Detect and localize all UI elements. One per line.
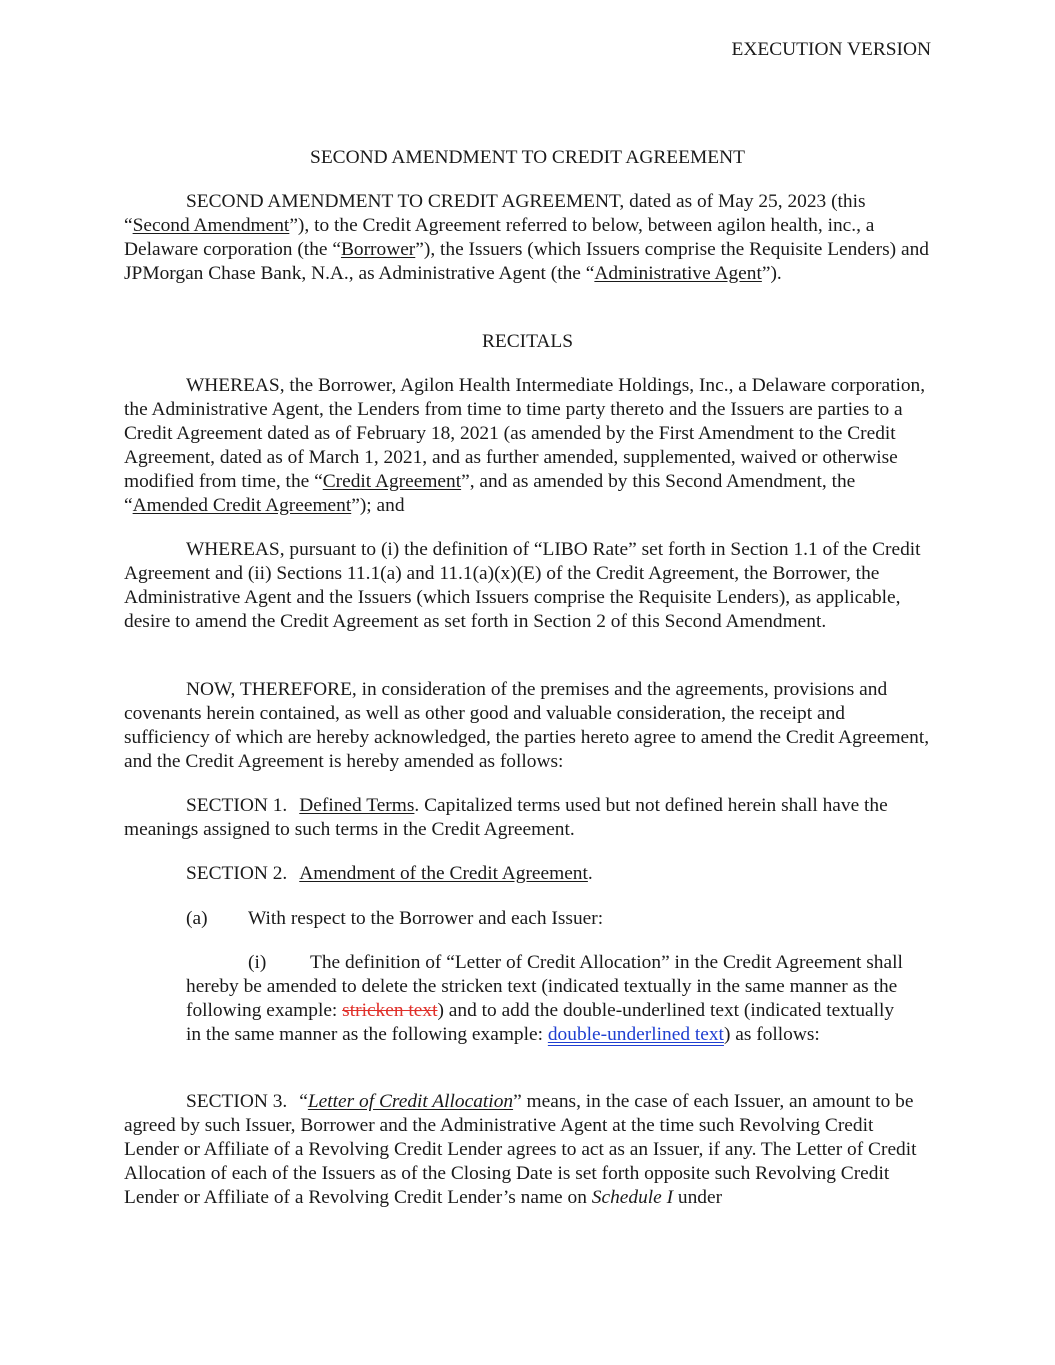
clause-i-paragraph: (i) The definition of “Letter of Credit Allocation” in the Credit Agreement shall hereby be amended to delete the stricken text (indicated textually in the same manner as the following example: stricken text) and to add the double-underlined text (indicated textually in the same manner as the following example: double-underlined text) as follows:	[186, 952, 903, 1045]
defined-term-credit-agreement: Credit Agreement	[322, 471, 462, 492]
defined-term-amended-credit-agreement: Amended Credit Agreement	[132, 495, 352, 516]
defined-term-borrower: Borrower	[340, 239, 416, 260]
defined-term-second-amendment: Second Amendment	[132, 215, 290, 236]
defined-term-administrative-agent: Administrative Agent	[594, 263, 762, 284]
recitals-heading: RECITALS	[481, 331, 574, 352]
section-1-heading: Defined Terms	[299, 795, 415, 816]
intro-paragraph: SECOND AMENDMENT TO CREDIT AGREEMENT, dated as of May 25, 2023 (this “Second Amendment”), to the Credit Agreement referred to below, between agilon health, inc., a Delaware corporation (the “Borrower”), the Issuers (which Issuers comprise the Requisite Lenders) and JPMorgan Chase Bank, N.A., as Administrative Agent (the “Administrative Agent”).	[124, 191, 929, 284]
section-3-paragraph: SECTION 3. “Letter of Credit Allocation” means, in the case of each Issuer, an amount to be agreed by such Issuer, Borrower and the Administrative Agent at the time such Revolving Credit Lender or Affiliate of a Revolving Credit Lender agrees to act as an Issuer, if any. The Letter of Credit Allocation of each of the Issuers as of the Closing Date is set forth opposite such Revolving Credit Lender or Affiliate of a Revolving Credit Lender’s name on Schedule I under	[124, 1091, 917, 1208]
section-1-label: SECTION 1.	[186, 795, 288, 816]
document-title: SECOND AMENDMENT TO CREDIT AGREEMENT	[310, 147, 745, 168]
clause-a-paragraph: (a) With respect to the Borrower and each Issuer:	[186, 908, 604, 929]
section-3-label: SECTION 3.	[186, 1091, 288, 1112]
recital-paragraph-2: WHEREAS, pursuant to (i) the definition of “LIBO Rate” set forth in Section 1.1 of the Credit Agreement and (ii) Sections 11.1(a) and 11.1(a)(x)(E) of the Credit Agreement, the Borrower, the Administrative Agent and the Issuers (which Issuers comprise the Requisite Lenders), as applicable, desire to amend the Credit Agreement as set forth in Section 2 of this Second Amendment.	[124, 539, 921, 632]
stricken-text-example: stricken text	[342, 1000, 438, 1021]
section-2-heading: Amendment of the Credit Agreement	[299, 863, 588, 884]
schedule-i-reference: Schedule I	[591, 1187, 674, 1208]
defined-term-letter-of-credit-allocation: Letter of Credit Allocation	[307, 1091, 514, 1112]
now-therefore-paragraph: NOW, THEREFORE, in consideration of the premises and the agreements, provisions and covenants herein contained, as well as other good and valuable consideration, the receipt and sufficiency of which are hereby acknowledged, the parties hereto agree to amend the Credit Agreement, and the Credit Agreement is hereby amended as follows:	[124, 679, 930, 772]
section-2-paragraph: SECTION 2. Amendment of the Credit Agreement.	[186, 863, 593, 884]
recital-paragraph-1: WHEREAS, the Borrower, Agilon Health Intermediate Holdings, Inc., a Delaware corporation, the Administrative Agent, the Lenders from time to time party thereto and the Issuers are parties to a Credit Agreement dated as of February 18, 2021 (as amended by the First Amendment to the Credit Agreement, dated as of March 1, 2021, and as further amended, supplemented, waived or otherwise modified from time, the “Credit Agreement”, and as amended by this Second Amendment, the “Amended Credit Agreement”); and	[124, 375, 926, 516]
section-1-paragraph: SECTION 1. Defined Terms. Capitalized terms used but not defined herein shall have the meanings assigned to such terms in the Credit Agreement.	[124, 795, 888, 840]
section-2-label: SECTION 2.	[186, 863, 288, 884]
execution-version-label: EXECUTION VERSION	[731, 39, 931, 60]
clause-a-label: (a)	[186, 908, 208, 929]
double-underlined-text-example: double-underlined text	[547, 1024, 724, 1045]
clause-i-label: (i)	[248, 952, 267, 973]
